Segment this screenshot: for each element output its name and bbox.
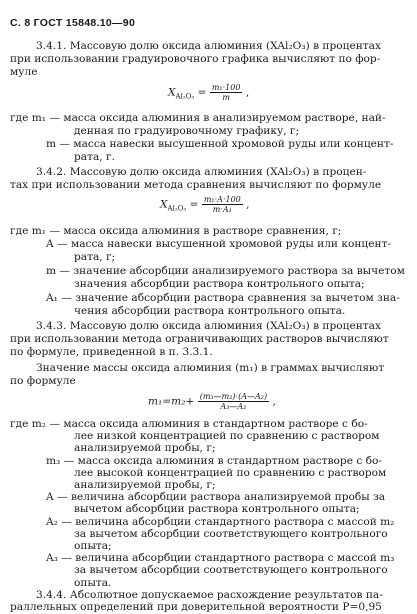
- text-line: опыта;: [74, 540, 112, 552]
- text-line: A₁ — значение абсорбции раствора сравнения за вычетом зна-: [46, 292, 400, 304]
- text-line: A — масса навески высушенной хромовой руды или концент-: [46, 238, 392, 250]
- text-line: где m₂ — масса оксида алюминия в стандартном растворе с бо-: [10, 418, 368, 430]
- text-line: по формуле, приведенной в п. 3.3.1.: [10, 346, 213, 358]
- page-header: С. 8 ГОСТ 15848.10—90: [10, 17, 136, 29]
- text-line: Значение массы оксида алюминия (m₁) в граммах вычисляют: [36, 362, 385, 374]
- text-line: m — масса навески высушенной хромовой руды или концент-: [46, 138, 394, 150]
- text-line: за вычетом абсорбции соответствующего контрольного: [74, 527, 388, 540]
- formula-3: m₁=m₂+ $\frac{\text{(m₃—m₂)·(A—A₂)}}{\text{A₃—A₂}}$ ,: [148, 392, 276, 411]
- text-line: m — значение абсорбции анализируемого раствора за вычетом: [46, 265, 405, 277]
- text-line: при использовании градуировочного графика вычисляют по фор-: [10, 53, 381, 65]
- text-line: A — величина абсорбции раствора анализируемой пробы за: [46, 491, 386, 504]
- text-line: A₂ — величина абсорбции стандартного раствора с массой m₂: [46, 515, 395, 528]
- text-line: опыта.: [74, 576, 112, 589]
- text-line: значения абсорбции раствора контрольного опыта;: [74, 278, 365, 290]
- text-line: лее низкой концентрацией по сравнению с раствором: [74, 430, 380, 443]
- text-line: вычетом абсорбции раствора контрольного опыта;: [74, 503, 360, 516]
- text-line: при использовании метода ограничивающих растворов вычисляют: [10, 333, 389, 345]
- text-line: анализируемой пробы, г;: [74, 442, 216, 455]
- text-line: денная по градуировочному графику, г;: [74, 125, 300, 137]
- text-line: где m₁ — масса оксида алюминия в растворе сравнения, г;: [10, 225, 342, 237]
- text-line: муле: [10, 66, 38, 78]
- text-line: за вычетом абсорбции соответствующего контрольного: [74, 564, 388, 577]
- text-line: где m₁ — масса оксида алюминия в анализируемом растворе, най-: [10, 112, 386, 124]
- text-line: 3.4.4. Абсолютное допускаемое расхождение результатов па-: [36, 588, 383, 601]
- text-line: раллельных определений при доверительной вероятности P=0,95: [10, 601, 382, 613]
- text-line: A₃ — величина абсорбции стандартного раствора с массой m₃: [46, 552, 395, 565]
- text-line: 3.4.1. Массовую долю оксида алюминия (XAl₂O₃) в процентах: [36, 40, 381, 52]
- text-line: m₃ — масса оксида алюминия в стандартном растворе с бо-: [46, 454, 382, 467]
- text-line: 3.4.3. Массовую долю оксида алюминия (XAl₂O₃) в процентах: [36, 320, 381, 332]
- text-line: чения абсорбции раствора контрольного опыта.: [74, 305, 346, 317]
- formula-2: $X_{Al_2O_3}$ = $\frac{\text{m₁·A·100}}{\text{m·A₁}}$ ,: [160, 195, 250, 214]
- text-line: 3.4.2. Массовую долю оксида алюминия (XAl₂O₃) в процен-: [36, 166, 367, 178]
- text-line: рата, г.: [74, 151, 115, 163]
- text-line: по формуле: [10, 375, 76, 387]
- text-line: рата, г;: [74, 251, 116, 263]
- formula-1: $X_{Al_2O_3}$ = $\frac{\text{m₁·100}}{m}$ ,: [168, 83, 250, 102]
- text-line: анализируемой пробы, г;: [74, 479, 216, 491]
- text-line: тах при использовании метода сравнения вычисляют по формуле: [10, 179, 382, 191]
- text-line: лее высокой концентрацией по сравнению с раствором: [74, 466, 387, 479]
